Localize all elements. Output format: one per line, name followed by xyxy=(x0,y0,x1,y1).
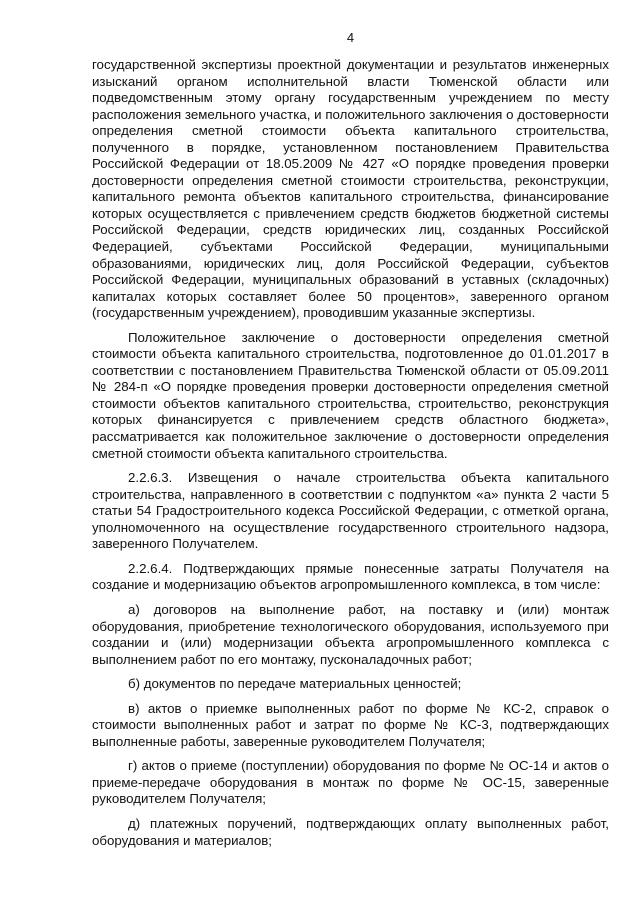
page-number: 4 xyxy=(346,30,355,45)
paragraph-positive-conclusion: Положительное заключение о достоверности определения сметной стоимости объекта капитального строительства, подготовленное до 01.01.2017 в соответствии с постановлением Правительства Тюменской области от 05.09.2011 № 284-п «О порядке проведения проверки достоверности определения сметной стоимости объектов капитального строительства, строительство, реконструкция которых финансируется с привлечением средств областного бюджета», рассматривается как положительное заключение о достоверности определения сметной стоимости объекта капитального строительства. xyxy=(92,329,609,461)
list-item-v: в) актов о приемке выполненных работ по форме № КС-2, справок о стоимости выполненных работ и затрат по форме № КС-3, подтверждающих выполненные работы, заверенные руководителем Получателя; xyxy=(92,700,609,749)
paragraph-expertise-continuation: государственной экспертизы проектной документации и результатов инженерных изысканий органом исполнительной власти Тюменской области или подведомственным этому органу государственным учреждением по месту расположения земельного участка, и положительного заключения о достоверности определения сметной стоимости объекта капитального строительства, полученного в порядке, установленном постановлением Правительства Российской Федерации от 18.05.2009 № 427 «О порядке проведения проверки достоверности определения сметной стоимости строительства, реконструкции, капитального ремонта объектов капитального строительства, финансирование которых осуществляется с привлечением средств бюджетов бюджетной системы Российской Федерации, средств юридических лиц, созданных Российской Федерацией, субъектами Российской Федерации, муниципальными образованиями, юридических лиц, доля Российской Федерации, субъектов Российской Федерации, муниципальных образований в уставных (складочных) капиталах которых составляет более 50 процентов», заверенного органом (государственным учреждением), проводившим указанные экспертизы. xyxy=(92,57,609,321)
paragraph-2-2-6-3: 2.2.6.3. Извещения о начале строительства объекта капитального строительства, направленного в соответствии с подпунктом «а» пункта 2 части 5 статьи 54 Градостроительного кодекса Российской Федерации, с отметкой органа, уполномоченного на осуществление государственного строительного надзора, заверенного Получателем. xyxy=(92,470,609,552)
list-item-a: а) договоров на выполнение работ, на поставку и (или) монтаж оборудования, приобретение технологического оборудования, используемого при создании и (или) модернизации объекта агропромышленного комплекса с выполнением работ по его монтажу, пусконаладочных работ; xyxy=(92,601,609,667)
list-item-g: г) актов о приеме (поступлении) оборудования по форме № ОС-14 и актов о приеме-передаче оборудования в монтаж по форме № ОС-15, заверенные руководителем Получателя; xyxy=(92,758,609,807)
paragraph-2-2-6-4: 2.2.6.4. Подтверждающих прямые понесенные затраты Получателя на создание и модернизацию объектов агропромышленного комплекса, в том числе: xyxy=(92,560,609,593)
list-item-d: д) платежных поручений, подтверждающих оплату выполненных работ, оборудования и материалов; xyxy=(92,815,609,848)
list-item-b: б) документов по передаче материальных ценностей; xyxy=(128,676,462,692)
